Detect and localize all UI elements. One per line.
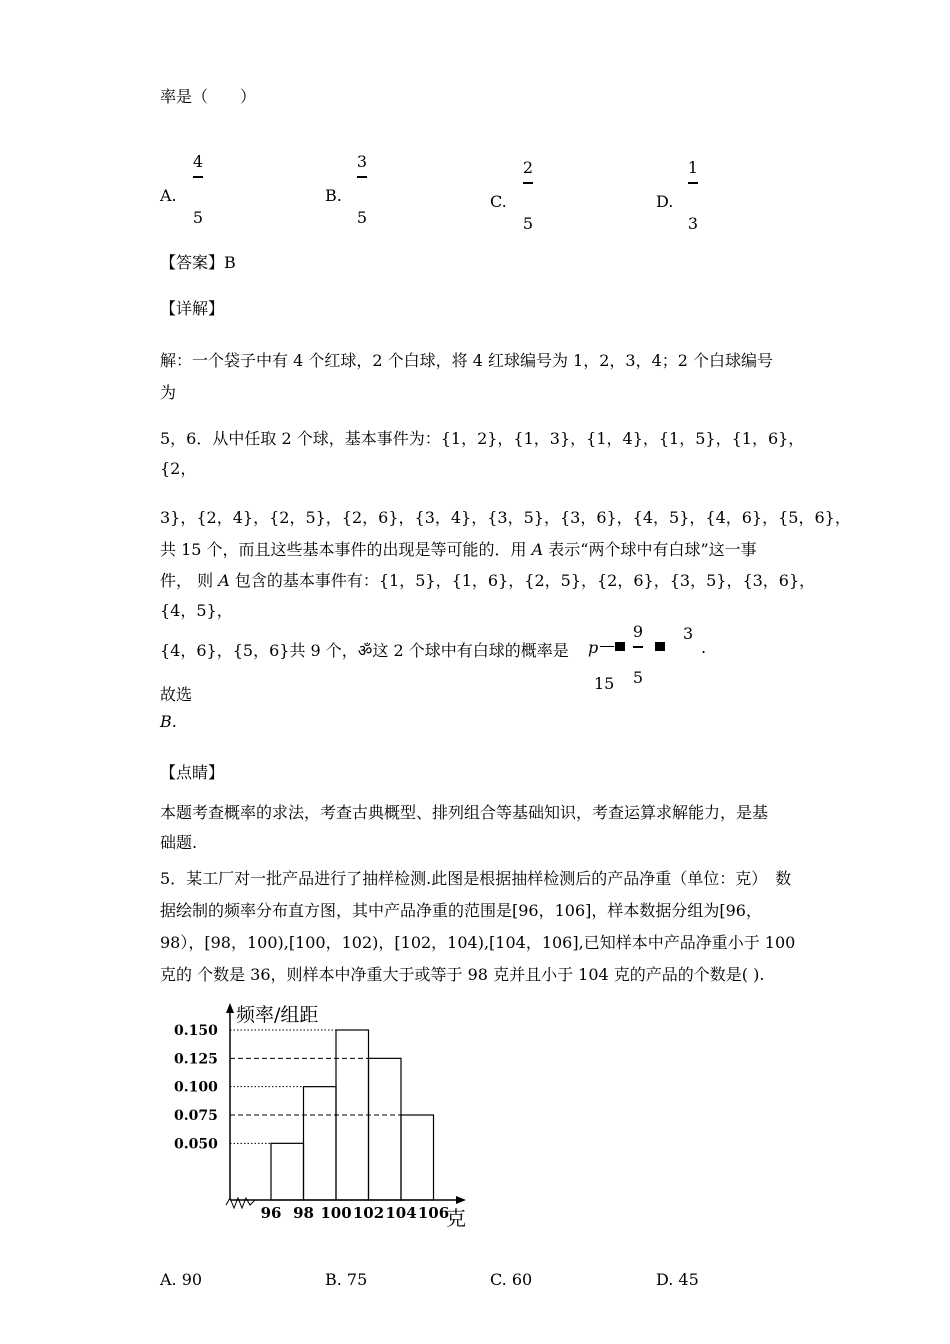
prob-dash <box>600 646 614 647</box>
prob-end: . <box>701 638 707 657</box>
x-tick-label: 100 <box>320 1204 352 1222</box>
solution-line: 解：一个袋子中有 4 个红球，2 个白球，将 4 红球编号为 1，2，3，4；2 个白球编号 <box>160 351 774 370</box>
x-axis-arrow <box>456 1196 466 1204</box>
therefore-symbol: ॐ <box>357 641 373 660</box>
detail-label: 【详解】 <box>160 299 225 318</box>
frequency-histogram <box>150 995 480 1235</box>
question5-line: 98），[98，100),[100，102)，[102，104),[104，106],已知样本中产品净重小于 100 <box>160 933 796 952</box>
prob-box-1 <box>615 642 625 651</box>
y-tick-label: 0.075 <box>174 1108 218 1124</box>
variable-a: A <box>531 540 544 559</box>
solution-line: 为 <box>160 383 177 402</box>
histogram-bar <box>304 1087 337 1200</box>
histogram-bar <box>271 1143 304 1200</box>
option-fraction: 4 5 <box>192 152 204 227</box>
solution-line: 共 15 个，而且这些基本事件的出现是等可能的．用 A 表示“两个球中有白球”这一事 <box>160 540 757 559</box>
y-tick-label: 0.050 <box>174 1136 218 1153</box>
choose-answer: B. <box>160 712 177 731</box>
question5-line: 据绘制的频率分布直方图，其中产品净重的范围是[96，106]，样本数据分组为[96， <box>160 901 762 920</box>
comment-line: 础题. <box>160 833 198 852</box>
q5-option-b: B. 75 <box>325 1270 368 1289</box>
variable-a: A <box>218 571 230 590</box>
answer-label: 【答案】B <box>160 253 236 272</box>
histogram-bar <box>401 1115 434 1200</box>
choose-label: 故选 <box>160 685 193 704</box>
solution-line: 5，6．从中任取 2 个球，基本事件为：{1，2}，{1，3}，{1，4}，{1，5}，{1，6}， <box>160 429 805 448</box>
q5-option-a: A. 90 <box>160 1270 203 1289</box>
q5-option-d: D. 45 <box>656 1270 699 1289</box>
x-tick-label: 102 <box>352 1204 385 1222</box>
comment-label: 【点睛】 <box>160 763 225 782</box>
y-tick-label: 0.150 <box>174 1023 218 1039</box>
q5-option-c: C. 60 <box>490 1270 533 1289</box>
option-letter: A. <box>160 186 177 205</box>
x-tick-label: 98 <box>293 1204 314 1222</box>
comment-line: 本题考查概率的求法，考查古典概型、排列组合等基础知识，考查运算求解能力，是基 <box>160 803 769 822</box>
solution-line: {2， <box>160 459 197 478</box>
y-tick-label: 0.100 <box>174 1079 218 1096</box>
question5-line: 5．某工厂对一批产品进行了抽样检测.此图是根据抽样检测后的产品净重（单位：克） 数 <box>160 869 792 888</box>
prob-den-15: 15 <box>594 674 615 693</box>
y-tick-label: 0.125 <box>174 1051 218 1068</box>
prob-fraction: 9 5 <box>632 622 644 687</box>
x-tick-label: 106 <box>417 1204 450 1222</box>
option-letter: B. <box>325 186 342 205</box>
option-letter: C. <box>490 192 507 211</box>
option-fraction: 3 5 <box>356 152 368 227</box>
x-axis-label: 克 <box>446 1206 466 1230</box>
x-tick-label: 96 <box>260 1204 282 1222</box>
y-axis-label: 频率/组距 <box>236 1004 319 1026</box>
histogram-bar <box>369 1058 402 1200</box>
y-axis-arrow <box>226 1003 234 1013</box>
question5-line: 克的 个数是 36，则样本中净重大于或等于 98 克并且小于 104 克的产品的个数是( ). <box>160 965 765 984</box>
prob-p: p <box>588 638 599 657</box>
x-tick-label: 104 <box>385 1204 417 1222</box>
solution-line: 3}，{2，4}，{2，5}，{2，6}，{3，4}，{3，5}，{3，6}，{4，5}，{4，6}，{5，6}， <box>160 508 851 527</box>
prob-box-2 <box>655 642 665 651</box>
solution-line: 件， 则 A 包含的基本事件有：{1，5}，{1，6}，{2，5}，{2，6}，{3，5}，{3，6}， <box>160 571 816 590</box>
option-fraction: 2 5 <box>522 158 534 233</box>
question-stem-tail: 率是（ ） <box>160 87 257 106</box>
solution-line: {4，5}， <box>160 601 233 620</box>
option-fraction: 1 3 <box>687 158 699 233</box>
option-letter: D. <box>656 192 674 211</box>
prob-result: 3 <box>683 624 694 643</box>
solution-line: {4，6}，{5，6}共 9 个，ॐ这 2 个球中有白球的概率是 <box>160 641 569 660</box>
